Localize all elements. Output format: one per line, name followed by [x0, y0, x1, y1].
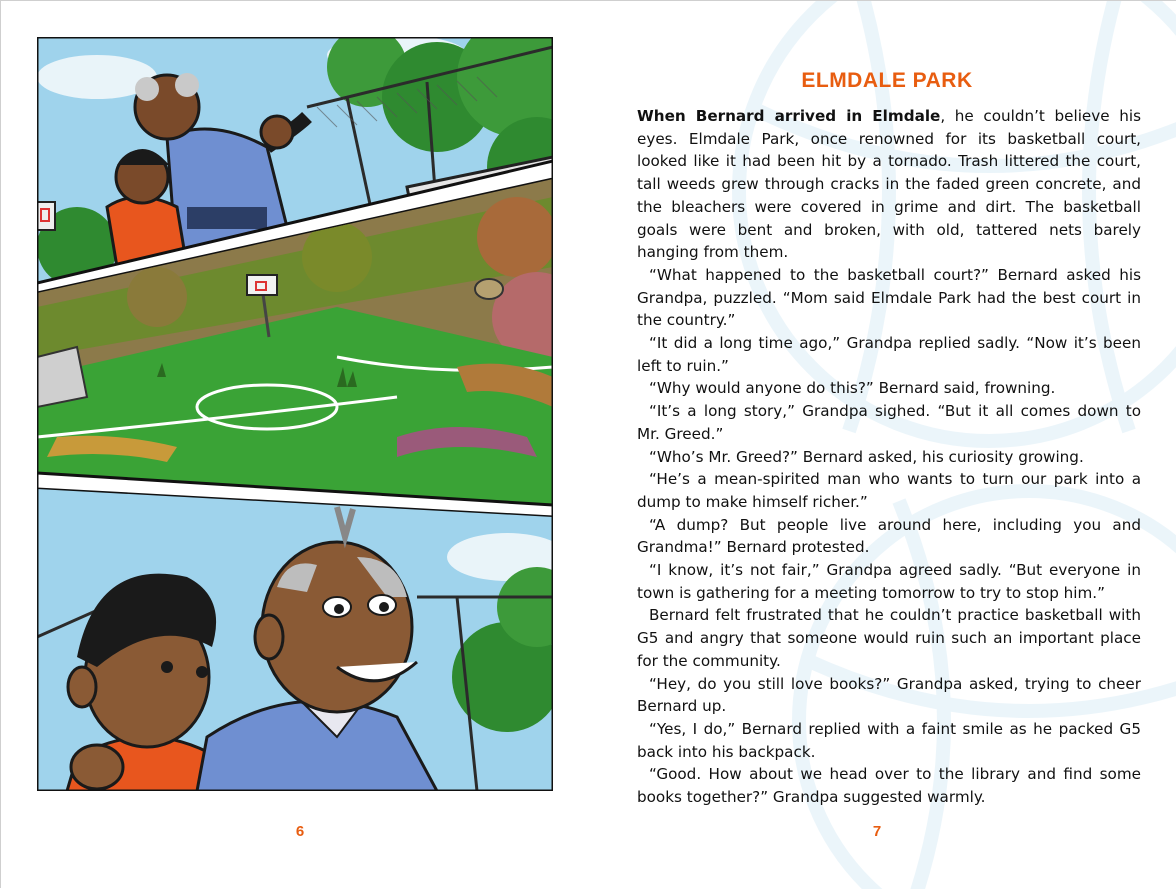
comic-illustration — [37, 37, 553, 791]
body-text — [637, 105, 1141, 809]
chapter-title: ELMDALE PARK — [801, 69, 973, 92]
paragraph: “What happened to the basketball court?” Bernard asked his Grandpa, puzzled. “Mom said Elmdale Park had the best court in the country.” — [637, 265, 1141, 330]
paragraph: “Good. How about we head over to the library and find some books together?” Grandpa suggested warmly. — [637, 765, 1141, 807]
paragraph-1-text: , he couldn’t believe his eyes. Elmdale Park, once renowned for its basketball court, looked like it had been hit by a tornado. Trash littered the court, tall weeds grew through cracks in the faded green concrete, and the bleachers were covered in grime and dirt. The basketball goals were bent and broken, with old, tattered nets barely hanging from them. — [637, 107, 1141, 262]
paragraph: “He’s a mean-spirited man who wants to turn our park into a dump to make himself richer.” — [637, 470, 1141, 511]
page-number-left: 6 — [295, 823, 305, 840]
right-page — [589, 1, 1176, 889]
paragraph: “Why would anyone do this?” Bernard said, frowning. — [649, 379, 1056, 398]
paragraph: “A dump? But people live around here, including you and Grandma!” Bernard protested. — [637, 515, 1141, 557]
paragraph: Bernard felt frustrated that he couldn’t practice basketball with G5 and angry that someone would ruin such an important place for the community. — [637, 606, 1141, 670]
paragraph: “I know, it’s not fair,” Grandpa agreed sadly. “But everyone in town is gathering for a meeting tomorrow to try to stop him.” — [637, 561, 1141, 602]
paragraph: “It did a long time ago,” Grandpa replied sadly. “Now it’s been left to ruin.” — [637, 334, 1141, 375]
paragraph: “Hey, do you still love books?” Grandpa asked, trying to cheer Bernard up. — [637, 674, 1141, 716]
page-number-right: 7 — [872, 823, 882, 840]
paragraph: “Yes, I do,” Bernard replied with a faint smile as he packed G5 back into his backpack. — [637, 719, 1141, 761]
paragraph: “Who’s Mr. Greed?” Bernard asked, his curiosity growing. — [649, 447, 1084, 466]
lead-in: When Bernard arrived in Elmdale — [637, 107, 941, 125]
paragraph: “It’s a long story,” Grandpa sighed. “But it all comes down to Mr. Greed.” — [637, 402, 1141, 443]
panel-bottom — [37, 487, 553, 791]
paragraph-1 — [637, 105, 1141, 264]
comic-panels-image — [37, 37, 553, 791]
left-page — [1, 1, 589, 889]
